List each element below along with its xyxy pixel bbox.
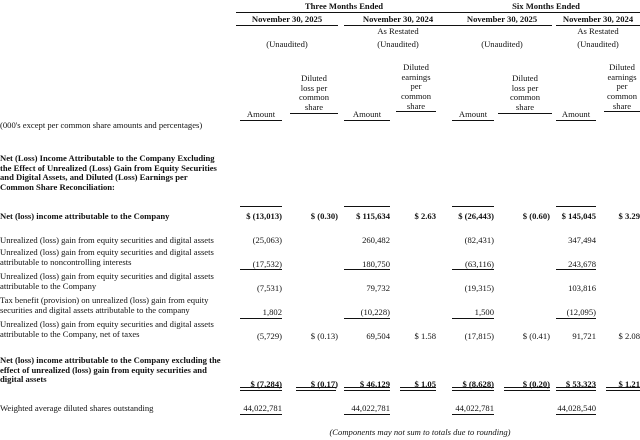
double-rule-q24-eps [400,387,436,391]
unaudited-q-2024: (Unaudited) [377,39,419,49]
header-six-months: Six Months Ended [452,2,640,13]
row-label-line: attributable to the Company, net of taxes [0,328,140,339]
col-diluted-earnings-ytd: Diluted earnings per common share [604,63,640,112]
rule-q24-a [344,269,390,270]
row-label [0,404,153,414]
rule-q24-top [344,206,390,207]
table-cell: 44,022,781 [455,403,494,413]
double-rule-q25-eps [296,387,336,391]
rule-q25-top [240,206,282,207]
row-label-line: digital assets [0,374,47,385]
row-label-line: effect of unrealized (loss) gain from equity securities and [0,364,207,375]
double-rule-q25 [240,387,282,391]
table-cell: 260,482 [362,235,390,245]
row-label [0,296,208,315]
double-rule-q24 [344,387,390,391]
row-label-line: Unrealized (loss) gain from equity securities and digital assets [0,271,214,281]
as-restated-q: As Restated [377,26,419,36]
rule-q25-shares [240,414,282,415]
table-cell: 1,500 [474,307,494,317]
footnote: (Components may not sum to totals due to rounding) [329,427,511,437]
table-cell: (5,729) [256,331,282,341]
rule-y25-shares [452,414,494,415]
col-diluted-loss-q: Diluted loss per common share [290,74,338,114]
row-label-line: Net (loss) income attributable to the Company excluding the [0,355,221,365]
row-label-line: Unrealized (loss) gain from equity securities and digital assets [0,319,214,329]
table-cell: $ (7,284) [250,379,282,389]
table-cell: (63,116) [464,259,494,269]
row-label [0,236,214,246]
row-label-line: Tax benefit (provision) on unrealized (loss) gain from equity [0,295,209,305]
table-cell: $ (0.60) [522,211,550,221]
rule-q25-a [240,269,282,270]
table-cell: $ (13,013) [246,211,282,221]
table-cell: (25,063) [252,235,282,245]
table-cell: 91,721 [572,331,596,341]
table-cell: 44,028,540 [557,403,596,413]
col-amount-q-2024: Amount [344,110,390,121]
row-label-line: Unrealized (loss) gain from equity securities and digital assets [0,247,214,257]
table-cell: 347,494 [568,235,596,245]
table-cell: $ 145,045 [561,211,596,221]
col-amount-ytd-2024: Amount [556,110,596,121]
rule-y24-top [556,206,596,207]
table-cell: (10,228) [360,307,390,317]
table-cell: (7,531) [256,283,282,293]
header-three-months: Three Months Ended [236,2,452,13]
table-cell: $ 2.63 [414,211,436,221]
units-note: (000's except per common share amounts and percentages) [0,120,203,130]
table-cell: $ (0.41) [522,331,550,341]
table-cell: 44,022,781 [351,403,390,413]
table-cell: $ 2.08 [618,331,640,341]
table-cell: $ (8,628) [462,379,494,389]
table-cell: $ 46,129 [359,379,390,389]
section-title: Net (Loss) Income Attributable to the Company Excluding the Effect of Unrealized (Loss) Gain from Equity Securities and Digital Assets, and Diluted (Loss) Earnings per Common Share Reconciliation: [0,153,217,192]
rule-y24-a [556,269,596,270]
row-label-line: Unrealized (loss) gain from equity securities and digital assets [0,235,214,245]
rule-q25-b [240,318,282,319]
table-cell: $ (0.20) [522,379,550,389]
table-cell: $ 53,323 [565,379,596,389]
col-amount-ytd-2025: Amount [452,110,494,121]
table-cell: $ 1.21 [618,379,640,389]
table-cell: 79,732 [366,283,390,293]
rule-q24-b [344,318,390,319]
table-cell: $ (0.30) [310,211,338,221]
double-rule-y25-eps [504,387,550,391]
period-label-q-2025: November 30, 2025 [236,15,338,26]
table-cell: (17,815) [464,331,494,341]
double-rule-y25 [452,387,494,391]
row-label-line: attributable to noncontrolling interests [0,256,132,267]
double-rule-y24 [556,387,596,391]
table-cell: (19,315) [464,283,494,293]
table-cell: $ 115,634 [356,211,390,221]
table-cell: $ (26,443) [458,211,494,221]
rule-q24-shares [344,414,390,415]
rule-y25-b [452,318,494,319]
unaudited-q-2025: (Unaudited) [266,39,308,49]
row-label-line: Net (loss) income attributable to the Company [0,211,170,221]
period-label-ytd-2025: November 30, 2025 [452,15,552,26]
col-diluted-loss-ytd: Diluted loss per common share [498,74,552,114]
table-cell: 44,022,781 [243,403,282,413]
table-cell: (82,431) [464,235,494,245]
table-cell: $ 1.05 [414,379,436,389]
period-label-q-2024: November 30, 2024 [344,15,452,26]
rule-y25-top [452,206,494,207]
table-cell: $ 1.58 [414,331,436,341]
row-label [0,320,214,339]
row-label-line: securities and digital assets attributable to the company [0,304,190,315]
col-amount-q-2025: Amount [240,110,282,121]
row-label [0,272,214,291]
table-cell: (12,095) [566,307,596,317]
row-label-line: Weighted average diluted shares outstanding [0,403,154,413]
rule-y25-a [452,269,494,270]
double-rule-y24-eps [606,387,640,391]
unaudited-ytd-2025: (Unaudited) [481,39,523,49]
table-cell: 243,678 [568,259,596,269]
row-label-line: attributable to the Company [0,280,97,291]
table-cell: 1,802 [262,307,282,317]
row-label [0,356,221,385]
unaudited-ytd-2024: (Unaudited) [577,39,619,49]
period-label-ytd-2024: November 30, 2024 [556,15,640,26]
rule-y24-shares [556,414,596,415]
col-diluted-earnings-q: Diluted earnings per common share [396,63,436,112]
table-cell: $ (0.13) [310,331,338,341]
table-cell: $ (0.17) [310,379,338,389]
table-cell: 69,504 [366,331,390,341]
table-cell: 103,816 [568,283,596,293]
table-cell: 180,750 [362,259,390,269]
rule-y24-b [556,318,596,319]
row-label [0,212,169,222]
row-label [0,248,214,267]
table-cell: $ 3.29 [618,211,640,221]
as-restated-ytd: As Restated [577,26,619,36]
table-cell: (17,532) [252,259,282,269]
